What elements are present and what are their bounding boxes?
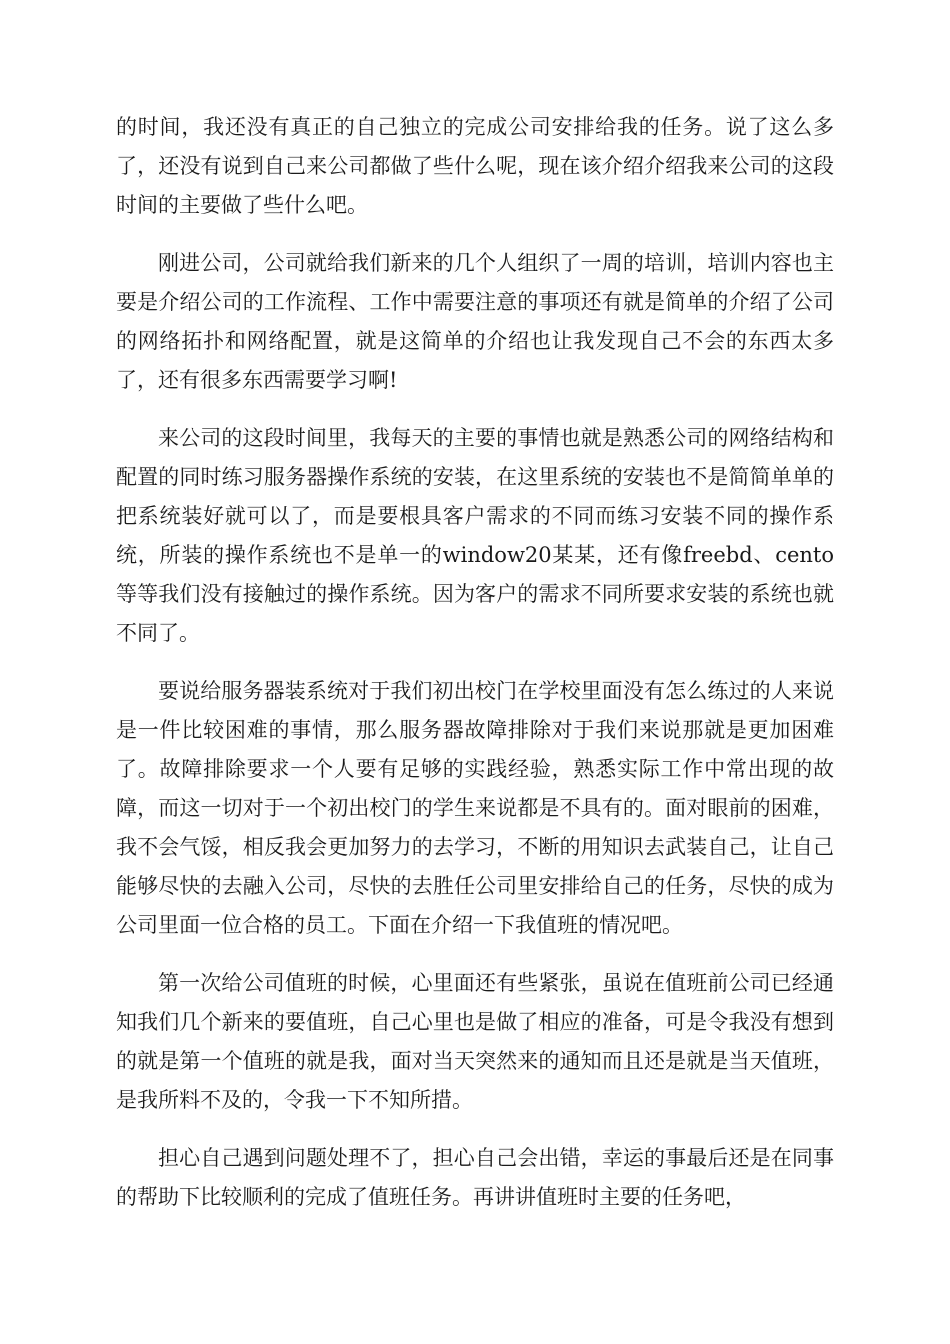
paragraph-training: 刚进公司，公司就给我们新来的几个人组织了一周的培训，培训内容也主要是介绍公司的工作流程、工作中需要注意的事项还有就是简单的介绍了公司的网络拓扑和网络配置，就是这简单的介绍也让我发现自己不会的东西太多了，还有很多东西需要学习啊! [116,251,834,392]
paragraph-duty-tasks: 担心自己遇到问题处理不了，担心自己会出错，幸运的事最后还是在同事的帮助下比较顺利的完成了值班任务。再讲讲值班时主要的任务吧， [116,1146,834,1209]
paragraph-continued: 的时间，我还没有真正的自己独立的完成公司安排给我的任务。说了这么多了，还没有说到自己来公司都做了些什么呢，现在该介绍介绍我来公司的这段时间的主要做了些什么吧。 [116,115,834,217]
document-body [116,108,834,1236]
paragraph-first-duty: 第一次给公司值班的时候，心里面还有些紧张，虽说在值班前公司已经通知我们几个新来的要值班，自己心里也是做了相应的准备，可是令我没有想到的就是第一个值班的就是我，面对当天突然来的通知而且还是就是当天值班，是我所料不及的，令我一下不知所措。 [116,971,834,1112]
paragraph-troubleshooting: 要说给服务器装系统对于我们初出校门在学校里面没有怎么练过的人来说是一件比较困难的事情，那么服务器故障排除对于我们来说那就是更加困难了。故障排除要求一个人要有足够的实践经验，熟悉实际工作中常出现的故障，而这一切对于一个初出校门的学生来说都是不具有的。面对眼前的困难，我不会气馁，相反我会更加努力的去学习，不断的用知识去武装自己，让自己能够尽快的去融入公司，尽快的去胜任公司里安排给自己的任务，尽快的成为公司里面一位合格的员工。下面在介绍一下我值班的情况吧。 [116,679,834,937]
paragraph-os-install: 来公司的这段时间里，我每天的主要的事情也就是熟悉公司的网络结构和配置的同时练习服务器操作系统的安装，在这里系统的安装也不是简简单单的把系统装好就可以了，而是要根具客户需求的不同而练习安装不同的操作系统，所装的操作系统也不是单一的window20某某，还有像freebd、cento等等我们没有接触过的操作系统。因为客户的需求不同所要求安装的系统也就不同了。 [116,426,834,645]
